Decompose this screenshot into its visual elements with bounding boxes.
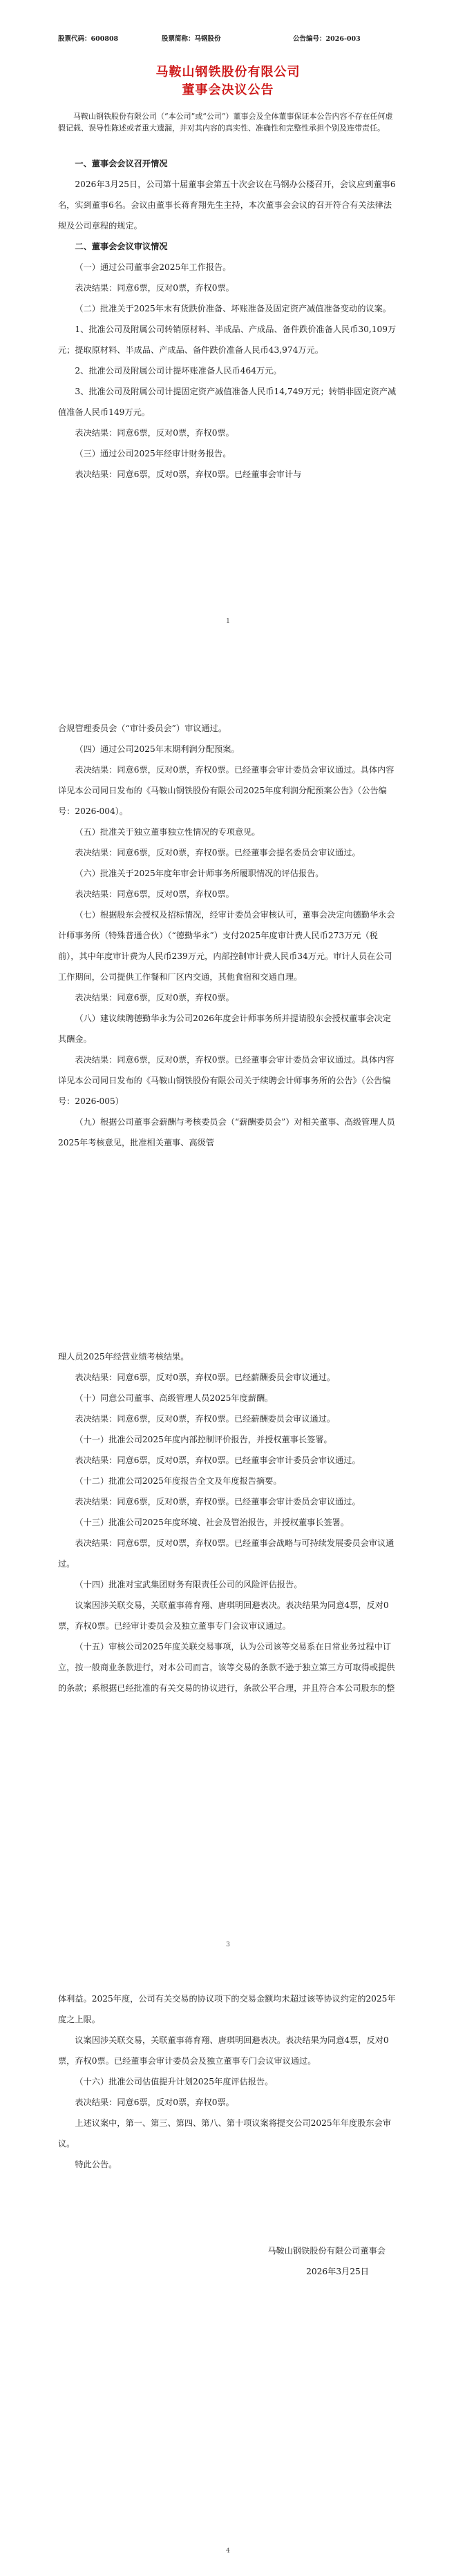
paragraph: （十）同意公司董事、高级管理人员2025年度薪酬。	[75, 1393, 274, 1403]
paragraph: （一）通过公司董事会2025年工作报告。	[75, 262, 231, 272]
stock-code: 股票代码：600808	[58, 35, 119, 43]
page-number-3: 3	[226, 1941, 230, 1948]
paragraph: 特此公告。	[75, 2160, 117, 2169]
paragraph: （六）批准关于2025年度年审会计师事务所履职情况的评估报告。	[75, 869, 324, 878]
signature-date: 2026年3月25日	[306, 2267, 369, 2276]
page-1-body	[58, 153, 398, 485]
disclaimer-notice	[58, 110, 398, 134]
paragraph: （四）通过公司2025年末期利润分配预案。	[75, 744, 240, 754]
paragraph: 表决结果：同意6票，反对0票，弃权0票。已经董事会提名委员会审议通过。	[75, 848, 361, 858]
paragraph: 表决结果：同意6票，反对0票，弃权0票。已经董事会审计委员会审议通过。	[75, 1455, 361, 1465]
page-4-body	[58, 1988, 398, 2175]
paragraph: （十一）批准公司2025年度内部控制评价报告，并授权董事长签署。	[75, 1435, 332, 1444]
paragraph: 理人员2025年经营业绩考核结果。	[58, 1352, 189, 1362]
paragraph: （十四）批准对宝武集团财务有限责任公司的风险评估报告。	[75, 1580, 303, 1589]
paragraph: 表决结果：同意6票，反对0票，弃权0票。	[75, 428, 234, 438]
paragraph: 表决结果：同意6票，反对0票，弃权0票。已经董事会审计委员会审议通过。具体内容详见本公司同日发布的《马鞍山钢铁股份有限公司关于续聘会计师事务所的公告》（公告编号：2026-005）	[58, 1055, 395, 1106]
section-heading: 二、董事会会议审议情况	[75, 242, 168, 251]
paragraph: 2、批准公司及附属公司计提坏账准备人民币464万元。	[75, 366, 282, 376]
paragraph: （十五）审核公司2025年度关联交易事项，认为公司该等交易系在日常业务过程中订立，按一般商业条款进行，对本公司而言，该等交易的条款不逊于独立第三方可取得或提供的条款；系根据已经批准的有关交易的协议进行，条款公平合理，并且符合本公司股东的整	[58, 1642, 395, 1693]
paragraph: 表决结果：同意6票，反对0票，弃权0票。	[75, 283, 234, 293]
paragraph: （五）批准关于独立董事独立性情况的专项意见。	[75, 827, 260, 837]
paragraph: 表决结果：同意6票，反对0票，弃权0票。已经薪酬委员会审议通过。	[75, 1373, 336, 1382]
paragraph: 议案因涉关联交易，关联董事蒋育翔、唐琪明回避表决。表决结果为同意4票，反对0票，弃权0票。已经审计委员会及独立董事专门会议审议通过。	[58, 1600, 389, 1631]
stock-name: 股票简称：马钢股份	[162, 35, 221, 43]
paragraph: 表决结果：同意6票，反对0票，弃权0票。已经薪酬委员会审议通过。	[75, 1414, 336, 1424]
paragraph: 合规管理委员会（“审计委员会”）审议通过。	[58, 724, 227, 733]
page-2-body	[58, 718, 398, 1153]
paragraph: （十六）批准公司估值提升计划2025年度评估报告。	[75, 2077, 274, 2086]
paragraph: 3、批准公司及附属公司计提固定资产减值准备人民币14,749万元；转销非固定资产减值准备人民币149万元。	[58, 387, 397, 417]
page-3-body	[58, 1346, 398, 1698]
paragraph: （八）建议续聘德勤华永为公司2026年度会计师事务所并提请股东会授权董事会决定其酬金。	[58, 1014, 391, 1044]
paragraph: （三）通过公司2025年经审计财务报告。	[75, 449, 231, 458]
paragraph: 2026年3月25日，公司第十届董事会第五十次会议在马钢办公楼召开，会议应到董事6名，实到董事6名。会议由董事长蒋育翔先生主持，本次董事会会议的召开符合有关法律法规及公司章程的规定。	[58, 180, 396, 231]
company-title: 马鞍山钢铁股份有限公司	[155, 65, 301, 79]
document-title: 董事会决议公告	[182, 83, 274, 97]
paragraph: 表决结果：同意6票，反对0票，弃权0票。	[75, 889, 234, 899]
section-heading: 一、董事会会议召开情况	[75, 159, 168, 168]
paragraph: 上述议案中，第一、第三、第四、第八、第十项议案将提交公司2025年年度股东会审议。	[58, 2118, 391, 2149]
disclaimer-text: 马鞍山钢铁股份有限公司（“本公司”或“公司”）董事会及全体董事保证本公告内容不存在任何虚假记载、误导性陈述或者重大遗漏，并对其内容的真实性、准确性和完整性承担个别及连带责任。	[58, 112, 393, 133]
paragraph: 1、批准公司及附属公司转销原材料、半成品、产成品、备件跌价准备人民币30,109万元；提取原材料、半成品、产成品、备件跌价准备人民币43,974万元。	[58, 325, 397, 355]
page-number-1: 1	[226, 618, 230, 625]
paragraph: （十二）批准公司2025年度报告全文及年度报告摘要。	[75, 1476, 282, 1486]
paragraph: （十三）批准公司2025年度环境、社会及管治报告，并授权董事长签署。	[75, 1518, 350, 1527]
notice-number: 公告编号：2026-003	[293, 35, 361, 43]
paragraph: 表决结果：同意6票，反对0票，弃权0票。	[75, 2098, 234, 2107]
paragraph: （九）根据公司董事会薪酬与考核委员会（“薪酬委员会”）对相关董事、高级管理人员2025年考核意见，批准相关董事、高级管	[58, 1117, 395, 1147]
paragraph: 表决结果：同意6票，反对0票，弃权0票。已经董事会审计委员会审议通过。	[75, 1497, 361, 1507]
signature-company: 马鞍山钢铁股份有限公司董事会	[267, 2246, 386, 2256]
paragraph: 表决结果：同意6票，反对0票，弃权0票。	[75, 993, 234, 1003]
paragraph: （七）根据股东会授权及招标情况，经审计委员会审核认可，董事会决定向德勤华永会计师事务所（特殊普通合伙）（“德勤华永”）支付2025年度审计费人民币273万元（税前），其中年度审计费为人民币239万元，内部控制审计费人民币34万元。审计人员在公司工作期间，公司提供工作餐和厂区内交通，其他食宿和交通自理。	[58, 910, 395, 982]
paragraph: 表决结果：同意6票，反对0票，弃权0票。已经董事会审计委员会审议通过。具体内容详见本公司同日发布的《马鞍山钢铁股份有限公司2025年度利润分配预案公告》（公告编号：2026-004）。	[58, 765, 395, 816]
page-number-4: 4	[226, 2548, 230, 2555]
paragraph: 表决结果：同意6票，反对0票，弃权0票。已经董事会审计与	[75, 469, 302, 479]
paragraph: 议案因涉关联交易，关联董事蒋育翔、唐琪明回避表决。表决结果为同意4票，反对0票，弃权0票。已经董事会审计委员会及独立董事专门会议审议通过。	[58, 2035, 389, 2066]
paragraph: 体利益。2025年度，公司有关交易的协议项下的交易金额均未超过该等协议约定的2025年度之上限。	[58, 1994, 396, 2024]
signature-block	[58, 2240, 398, 2282]
paragraph: 表决结果：同意6票，反对0票，弃权0票。已经董事会战略与可持续发展委员会审议通过。	[58, 1538, 395, 1569]
paragraph: （二）批准关于2025年末有货跌价准备、坏账准备及固定资产减值准备变动的议案。	[75, 304, 391, 313]
announcement-header	[58, 33, 398, 47]
